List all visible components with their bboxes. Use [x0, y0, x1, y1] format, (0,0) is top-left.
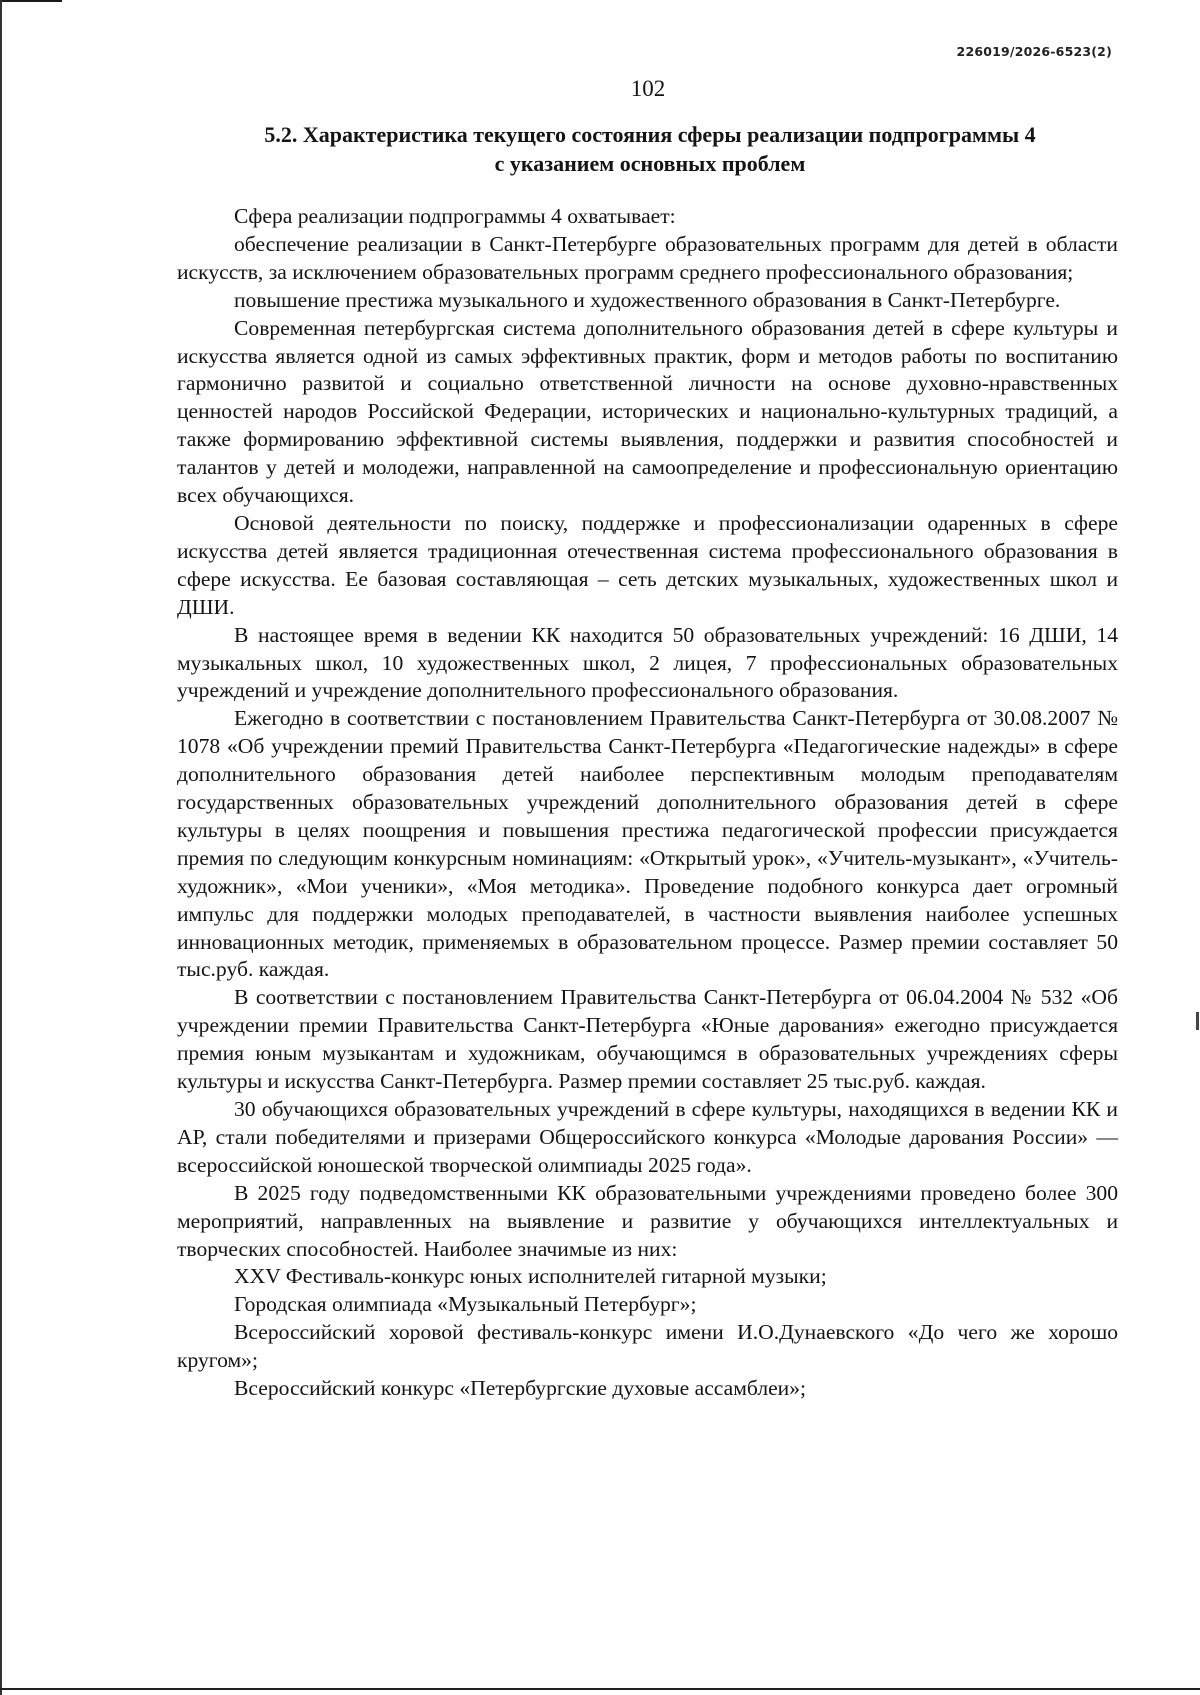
paragraph: повышение престижа музыкального и художественного образования в Санкт-Петербурге. — [234, 287, 1061, 312]
scan-bottom-line — [0, 1688, 1200, 1690]
scan-edge-mark — [0, 0, 62, 2]
scan-margin-mark — [1196, 1012, 1199, 1030]
paragraph: Ежегодно в соответствии с постановлением Правительства Санкт-Петербурга от 30.08.2007 № 1078 «Об учреждении премий Правительства Санкт-Петербурга «Педагогические надежды» в сфере дополнительного образования детей наиболее перспективным молодым преподавателям государственных образовательных учреждений дополнительного образования детей в сфере культуры в целях поощрения и повышения престижа педагогической профессии присуждается премия по следующим конкурсным номинациям: «Открытый урок», «Учитель-музыкант», «Учитель-художник», «Мои ученики», «Моя методика». Проведение подобного конкурса дает огромный импульс для поддержки молодых преподавателей, в частности выявления наиболее успешных инновационных методик, применяемых в образовательном процессе. Размер премии составляет 50 тыс.руб. каждая. — [177, 706, 1118, 982]
paragraph: В соответствии с постановлением Правительства Санкт-Петербурга от 06.04.2004 № 532 «Об учреждении премии Правительства Санкт-Петербурга «Юные дарования» ежегодно присуждается премия юным музыкантам и художникам, обучающимся в образовательных учреждениях сферы культуры и искусства Санкт-Петербурга. Размер премии составляет 25 тыс.руб. каждая. — [177, 985, 1118, 1094]
paragraph: Сфера реализации подпрограммы 4 охватывает: — [234, 204, 676, 228]
paragraph: В 2025 году подведомственными КК образовательными учреждениями проведено более 300 мероприятий, направленных на выявление и развитие у обучающихся интеллектуальных и творческих способностей. Наиболее значимые из них: — [177, 1180, 1118, 1261]
paragraph: обеспечение реализации в Санкт-Петербурге образовательных программ для детей в области искусств, за исключением образовательных программ среднего профессионального образования; — [177, 231, 1118, 284]
list-item: Всероссийский хоровой фестиваль-конкурс имени И.О.Дунаевского «До чего же хорошо кругом»; — [177, 1320, 1118, 1373]
paragraph: 30 обучающихся образовательных учреждений в сфере культуры, находящихся в ведении КК и АР, стали победителями и призерами Общероссийского конкурса «Молодые дарования России» — всероссийской юношеской творческой олимпиады 2025 года». — [177, 1097, 1118, 1177]
section-heading-line-2: с указанием основных проблем — [494, 151, 806, 176]
section-heading — [175, 120, 1125, 178]
scan-edge-line — [0, 0, 2, 1695]
list-item: Городская олимпиада «Музыкальный Петербург»; — [234, 1292, 697, 1317]
paragraph: Основой деятельности по поиску, поддержке и профессионализации одаренных в сфере искусства детей является традиционная отечественная система профессионального образования в сфере искусства. Ее базовая составляющая – сеть детских музыкальных, художественных школ и ДШИ. — [177, 510, 1118, 619]
section-heading-line-1: 5.2. Характеристика текущего состояния сферы реализации подпрограммы 4 — [264, 122, 1036, 147]
paragraph: Современная петербургская система дополнительного образования детей в сфере культуры и искусства является одной из самых эффективных практик, форм и методов работы по воспитанию гармонично развитой и социально ответственной личности на основе духовно-нравственных ценностей народов Российской Федерации, исторических и национально-культурных традиций, а также формированию эффективной системы выявления, поддержки и развития способностей и талантов у детей и молодежи, направленной на самоопределение и профессиональную ориентацию всех обучающихся. — [177, 315, 1118, 508]
document-id: 226019/2026-6523(2) — [956, 44, 1112, 59]
page-number: 102 — [630, 76, 666, 101]
list-item: Всероссийский конкурс «Петербургские духовые ассамблеи»; — [234, 1376, 807, 1401]
paragraph: В настоящее время в ведении КК находится 50 образовательных учреждений: 16 ДШИ, 14 музыкальных школ, 10 художественных школ, 2 лицея, 7 профессиональных образовательных учреждений и учреждение дополнительного профессионального образования. — [177, 622, 1118, 703]
list-item: XXV Фестиваль-конкурс юных исполнителей гитарной музыки; — [234, 1264, 827, 1289]
document-body — [177, 203, 1118, 1403]
